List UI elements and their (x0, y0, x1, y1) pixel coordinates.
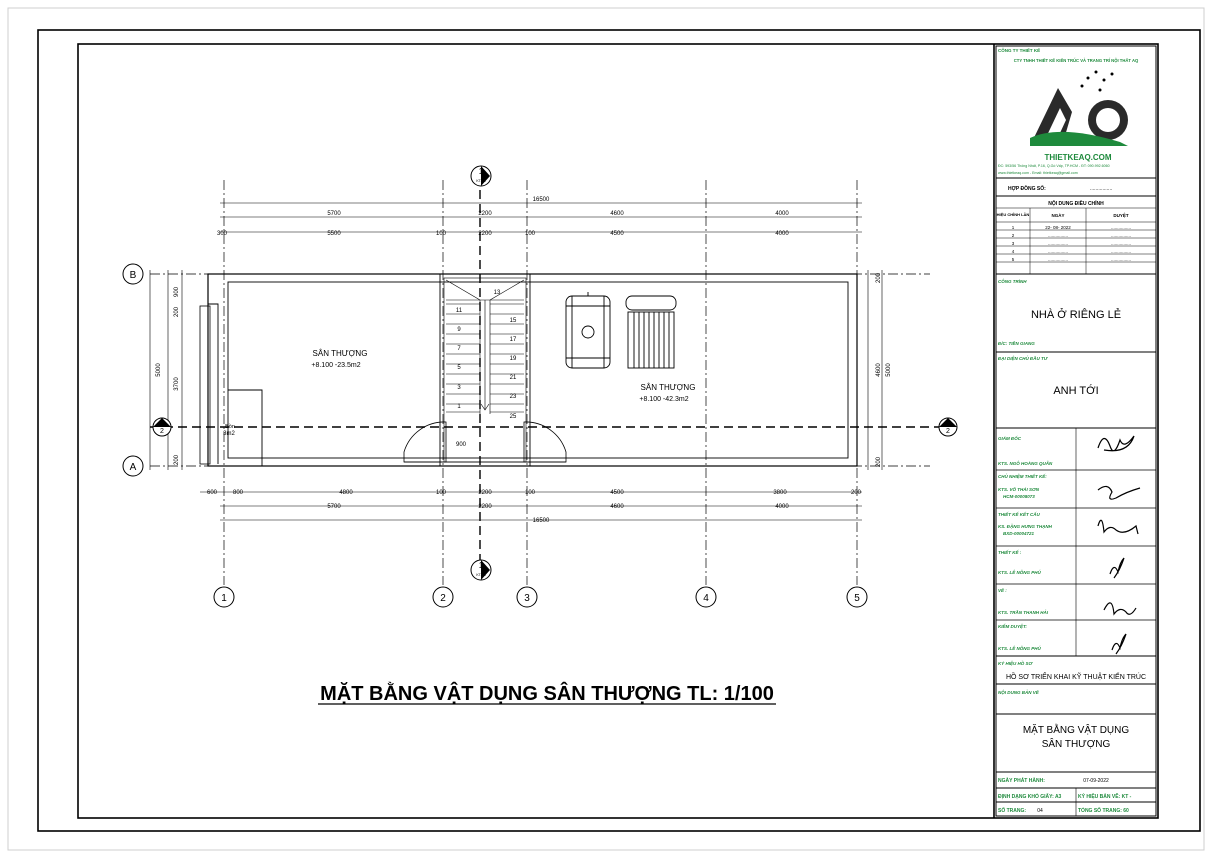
paper-edge (8, 8, 1204, 850)
dim-total: 5000 (156, 363, 162, 377)
dim-value: 4600 (876, 363, 882, 377)
person-name: KS. ĐẶNG HƯNG THẠNH (998, 524, 1052, 529)
dim-value: 4800 (339, 490, 353, 496)
file-name: HỒ SƠ TRIỂN KHAI KỸ THUẬT KIẾN TRÚC (1005, 674, 1147, 681)
rev-approval: ................ (1110, 249, 1132, 254)
sheet-code: KÝ HIỆU BẢN VẼ: KT - (1078, 794, 1132, 800)
signatures (1098, 436, 1140, 654)
project-address: Đ/C: TIỀN GIANG (998, 341, 1035, 346)
dim-value: 4600 (610, 504, 624, 510)
person-name: KTS. LÊ NÔNG PHÚ (998, 646, 1041, 651)
section-mark-sub: KT-08 (476, 179, 486, 183)
stair-step-number: 5 (457, 365, 461, 371)
rev-date: ................ (1047, 257, 1069, 262)
dim-value: 3700 (174, 377, 180, 391)
dim-value: 300 (216, 231, 228, 237)
grid-label-col: 4 (703, 593, 709, 604)
project-label: CÔNG TRÌNH (998, 279, 1027, 284)
role-label: THIẾT KẾ : (998, 550, 1022, 555)
person-name: KTS. TRẦN THANH HẢI (998, 610, 1048, 615)
stair-step-number: 9 (457, 327, 461, 333)
water-tank-icon (566, 292, 610, 368)
dim-value: 5700 (327, 211, 341, 217)
dim-total: 16500 (532, 518, 550, 524)
rev-approval: ................ (1110, 233, 1132, 238)
dim-value: 4500 (610, 231, 624, 237)
dim-value: 800 (232, 490, 244, 496)
plan-text (130, 167, 953, 604)
website: THIETKEAQ.COM (1044, 153, 1112, 162)
dim-value: 2200 (478, 231, 492, 237)
rev-number: 1 (1011, 225, 1015, 230)
content-line-1: MẶT BẰNG VẬT DỤNG (1022, 725, 1130, 736)
section-mark-sub: KT-08 (476, 573, 486, 577)
rev-number: 4 (1011, 249, 1015, 254)
dim-value: 200 (174, 454, 180, 466)
owner-name: ANH TỚI (1053, 385, 1099, 397)
company-email: www.thietkeaq.com - Email: thietkeaq@gmail.com (998, 171, 1078, 175)
role-label: VẼ : (998, 588, 1007, 593)
inner-wall (228, 282, 848, 458)
dim-value: 5500 (327, 231, 341, 237)
issue-date: 07-09-2022 (1083, 778, 1109, 784)
rev-date: ................ (1047, 233, 1069, 238)
dim-value: 4600 (610, 211, 624, 217)
dim-value: 200 (174, 306, 180, 318)
dim-total: 16500 (532, 197, 550, 203)
rev-approval: ................ (1110, 225, 1132, 230)
grid-label-a: A (129, 462, 137, 473)
section-mark-sub: KT-08 (157, 422, 167, 426)
stair-step-number: 21 (509, 375, 517, 381)
paper-format: ĐỊNH DẠNG KHỔ GIẤY: A3 (998, 794, 1062, 800)
title-block (996, 46, 1156, 816)
stair-step-number: 17 (509, 337, 517, 343)
issue-label: NGÀY PHÁT HÀNH: (998, 778, 1045, 784)
title-block-text (997, 46, 1146, 814)
dim-value: 200 (876, 456, 882, 468)
person-name: KTS. VÕ THÁI SƠN (998, 487, 1040, 492)
dim-value: 4000 (775, 211, 789, 217)
dim-value: 900 (174, 286, 180, 298)
dim-value: 100 (524, 231, 536, 237)
contract-label: HỢP ĐỒNG SỐ: (1008, 186, 1046, 192)
outer-frame (38, 30, 1200, 831)
person-name: KTS. NGÔ HOÀNG QUÂN (998, 461, 1053, 466)
rev-number: 3 (1011, 241, 1015, 246)
rev-header: NGÀY (1051, 213, 1065, 218)
grid-label-col: 3 (524, 593, 530, 604)
section-mark: 2 (160, 428, 164, 435)
dim-value: 4500 (610, 490, 624, 496)
dim-value: 3800 (773, 490, 787, 496)
door-width: 900 (455, 442, 467, 448)
page-label: SỐ TRANG: (998, 808, 1027, 814)
rev-date: ................ (1047, 241, 1069, 246)
stair-step-number: 19 (509, 356, 517, 362)
section-mark: 1 (478, 167, 484, 176)
outer-wall (208, 274, 857, 466)
rev-approval: ................ (1110, 241, 1132, 246)
content-label: NỘI DUNG BẢN VẼ (998, 690, 1039, 695)
role-label: GIÁM ĐỐC (998, 436, 1021, 441)
section-mark: 2 (946, 428, 950, 435)
grid-axes (150, 180, 930, 585)
company-name: CTY TNHH THIẾT KẾ KIẾN TRÚC VÀ TRANG TRÍ NỘI THẤT AQ (1013, 58, 1139, 63)
grid-label-col: 1 (221, 593, 227, 604)
stair-step-number: 15 (509, 318, 517, 324)
owner-label: ĐẠI DIỆN CHỦ ĐẦU TƯ (998, 356, 1048, 361)
dim-value: 4000 (775, 231, 789, 237)
company-address: ĐC: 593/56 Thống Nhất, P.16, Q.Gò Vấp, TP.HCM - ĐT: 090.992.6060 (998, 164, 1110, 168)
room-name: SÂN THƯỢNG (640, 383, 696, 392)
rev-date: ................ (1047, 249, 1069, 254)
section-mark: 1 (478, 561, 484, 570)
stair-step-number: 7 (457, 346, 461, 352)
small-room-name: Bồn (225, 424, 235, 430)
company-label: CÔNG TY THIẾT KẾ (998, 48, 1041, 53)
section-arrows (153, 166, 957, 580)
dim-value: 200 (876, 272, 882, 284)
rev-header: HIỆU CHỈNH LẦN (996, 212, 1030, 217)
dim-value: 200 (850, 490, 862, 496)
role-label: KIỂM DUYỆT: (998, 624, 1027, 629)
dim-total: 5000 (886, 363, 892, 377)
grid-label-b: B (129, 270, 137, 281)
dim-value: 100 (435, 490, 447, 496)
stair-step-number: 23 (509, 394, 517, 400)
dim-value: 5700 (327, 504, 341, 510)
file-label: KÝ HIỆU HỒ SƠ (998, 661, 1033, 666)
grid-label-col: 5 (854, 593, 860, 604)
rev-approval: ................ (1110, 257, 1132, 262)
room-area: +8.100 -23.5m2 (311, 362, 361, 369)
company-logo (1030, 71, 1128, 147)
grid-label-col: 2 (440, 593, 446, 604)
person-name: KTS. LÊ NÔNG PHÚ (998, 570, 1041, 575)
contract-value: ................ (1090, 186, 1113, 192)
floor-plan (150, 176, 960, 585)
role-label: THIẾT KẾ KẾT CẤU (998, 512, 1040, 517)
stair-step-number: 13 (493, 290, 501, 296)
stair-step-number: 25 (509, 414, 517, 420)
person-id: BXD-00004721 (1003, 531, 1035, 536)
dim-value: 100 (524, 490, 536, 496)
section-mark-sub: KT-08 (943, 422, 953, 426)
stair-step-number: 3 (457, 385, 461, 391)
dim-value: 2200 (478, 211, 492, 217)
content-line-2: SÂN THƯỢNG (1041, 739, 1111, 750)
stair-step-number: 1 (457, 404, 461, 410)
rev-date: 22- 08- 2022 (1045, 225, 1071, 230)
rev-number: 5 (1011, 257, 1015, 262)
rev-number: 2 (1011, 233, 1015, 238)
room-name: SÂN THƯỢNG (312, 349, 368, 358)
stair-step-number: 11 (455, 308, 463, 314)
dim-value: 100 (435, 231, 447, 237)
dim-value: 2200 (478, 504, 492, 510)
dim-value: 2200 (478, 490, 492, 496)
page-value: 04 (1037, 808, 1043, 814)
dim-value: 4000 (775, 504, 789, 510)
dim-value: 600 (206, 490, 218, 496)
room-area: +8.100 -42.3m2 (639, 396, 689, 403)
small-room-area: 3m2 (223, 431, 235, 437)
revision-title: NỘI DUNG ĐIỀU CHỈNH (1048, 201, 1104, 207)
drawing-title: MẶT BẰNG VẬT DỤNG SÂN THƯỢNG TL: 1/100 (320, 683, 774, 705)
project-name: NHÀ Ở RIÊNG LẺ (1030, 309, 1122, 321)
total-pages: TỔNG SỐ TRANG: 60 (1078, 808, 1129, 814)
role-label: CHỦ NHIỆM THIẾT KẾ: (998, 474, 1047, 479)
person-id: HCM-00008073 (1003, 494, 1035, 499)
rev-header: DUYỆT (1113, 213, 1129, 218)
solar-heater-icon (626, 296, 676, 368)
